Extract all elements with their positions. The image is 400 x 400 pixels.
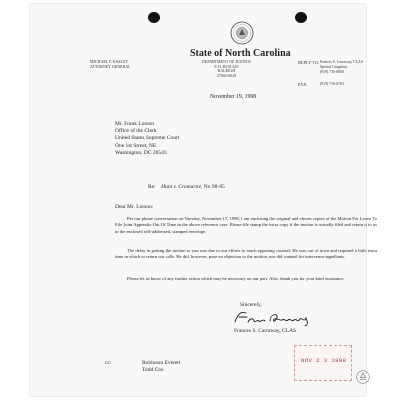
- letter-page: [30, 4, 377, 396]
- signer-name: Frances S. Carraway, CLAS: [234, 328, 297, 334]
- closing: Sincerely,: [240, 302, 262, 308]
- addressee-line: United States Supreme Court: [115, 135, 180, 142]
- addressee-line: Mr. Frank Lorson: [115, 121, 154, 127]
- cc-list: [142, 360, 180, 373]
- reply-to-line: Special Litigation: [320, 64, 348, 69]
- addressee-line: One 1st Street, NE: [115, 142, 157, 149]
- letter-date: November 19, 1998: [210, 94, 257, 100]
- department-line: P. O. BOX 629: [214, 63, 239, 69]
- state-name: State of North Carolina: [190, 48, 291, 59]
- received-stamp-date: NOV 2 3 1998: [301, 357, 347, 364]
- punch-hole-right: [295, 12, 307, 23]
- reply-to-line: Frances S. Carraway, CLAS: [320, 60, 363, 64]
- reply-to-line: (919) 716-6900: [320, 69, 344, 74]
- addressee-block: [115, 121, 179, 157]
- department-line: 27602-0629: [216, 72, 237, 78]
- re-label: Re:: [148, 184, 156, 190]
- department-line: DEPARTMENT OF JUSTICE: [202, 59, 251, 64]
- body-paragraph-3: Please let us know of any further action which may be necessary on our part. Also, thank you for your kind assistance.: [127, 276, 345, 281]
- recycle-icon: [356, 370, 370, 384]
- addressee-line: Office of the Clerk: [115, 128, 157, 135]
- fax-number: (919) 716-6763: [320, 82, 344, 86]
- addressee-line: Washington, DC 20543: [115, 149, 167, 156]
- cc-name: Todd Cox: [142, 366, 164, 373]
- reply-to-label: REPLY TO:: [298, 60, 320, 65]
- cc-label: cc:: [105, 360, 112, 366]
- re-case-number: , No 98-85: [201, 184, 225, 190]
- attorney-general-block: [90, 60, 131, 70]
- punch-hole-left: [148, 12, 160, 23]
- handwritten-signature: [232, 309, 314, 327]
- re-case-name: Hunt v. Cromartie: [161, 184, 202, 190]
- fax-label: FAX:: [298, 82, 308, 87]
- cc-name: Robinson Everett: [142, 360, 181, 366]
- received-stamp: [294, 345, 352, 381]
- re-line: [148, 184, 225, 190]
- body-paragraph-2: The delay in getting the motion to you was due to our efforts to reach opposing counsel. He was out of town and required a little extra time in which to return our calls. He did, however, pose no objection to the motion, nor did counsel for intervenor-appellants.: [115, 248, 377, 260]
- attorney-general-name: MICHAEL F. EASLEY: [90, 59, 129, 64]
- body-paragraph-1: Per our phone conversation on Tuesday, November 17, 1998, I am enclosing the original and eleven copies of the Motion For Leave To File Joint Appendix Out Of Time in the above reference case. Please file stamp the extra copy if the motion is actually filed and return it to us in the enclosed self-addressed, stamped envelope.: [115, 216, 377, 234]
- department-line: RALEIGH: [217, 68, 236, 74]
- attorney-general-title: ATTORNEY GENERAL: [90, 63, 131, 69]
- salutation: Dear Mr. Lorson:: [115, 204, 154, 210]
- reply-to-block: [320, 60, 363, 74]
- department-address: [202, 60, 251, 78]
- state-seal-icon: [230, 21, 254, 45]
